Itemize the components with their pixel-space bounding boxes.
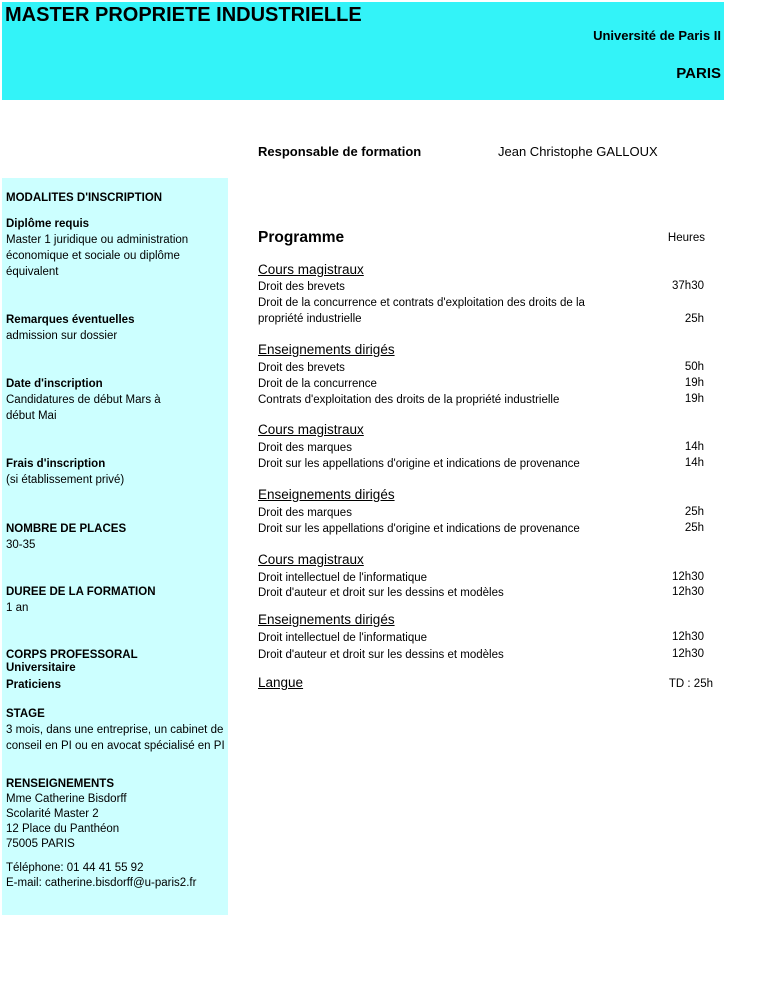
diplome-label: Diplôme requis xyxy=(6,218,90,230)
course-hours: 25h xyxy=(684,522,704,534)
sidebar-panel xyxy=(2,178,228,915)
document-title: MASTER PROPRIETE INDUSTRIELLE xyxy=(5,4,362,26)
date-value-1: Candidatures de début Mars à xyxy=(6,394,161,406)
course-name: Droit sur les appellations d'origine et indications de provenance xyxy=(258,458,580,470)
frais-value: (si établissement privé) xyxy=(6,474,125,486)
contact-line-4: 75005 PARIS xyxy=(6,838,75,850)
course-name: Droit des marques xyxy=(258,507,352,519)
course-name: Droit de la concurrence xyxy=(258,378,377,390)
modalites-heading: MODALITES D'INSCRIPTION xyxy=(6,192,163,204)
course-hours: 14h xyxy=(684,441,704,453)
places-label: NOMBRE DE PLACES xyxy=(6,523,127,535)
stage-value: 3 mois, dans une entreprise, un cabinet de conseil en PI ou en avocat spécialisé en PI xyxy=(6,724,225,752)
diplome-value-3: équivalent xyxy=(6,266,59,278)
header-banner xyxy=(2,2,724,100)
course-hours: 12h30 xyxy=(672,648,704,660)
remarques-value: admission sur dossier xyxy=(6,330,118,342)
city-name: PARIS xyxy=(676,65,721,82)
course-name: Droit intellectuel de l'informatique xyxy=(258,632,428,644)
course-hours: 19h xyxy=(684,377,704,389)
section-heading: Cours magistraux xyxy=(258,422,364,437)
frais-label: Frais d'inscription xyxy=(6,458,106,470)
programme-title: Programme xyxy=(258,229,345,246)
hours-column-header: Heures xyxy=(667,232,705,244)
course-hours: 12h30 xyxy=(672,571,704,583)
course-hours: 25h xyxy=(684,506,704,518)
section-heading: Enseignements dirigés xyxy=(258,342,395,357)
places-value: 30-35 xyxy=(6,539,36,551)
course-name: Droit des brevets xyxy=(258,281,345,293)
corps-value-2: Praticiens xyxy=(6,679,61,691)
section-heading: Enseignements dirigés xyxy=(258,487,395,502)
course-name: Droit des brevets xyxy=(258,362,345,374)
renseignements-label: RENSEIGNEMENTS xyxy=(6,778,114,790)
course-name-continued: propriété industrielle xyxy=(258,313,362,325)
contact-phone: Téléphone: 01 44 41 55 92 xyxy=(6,862,144,874)
course-name: Contrats d'exploitation des droits de la propriété industrielle xyxy=(258,394,560,406)
stage-label: STAGE xyxy=(6,708,45,720)
course-hours: 50h xyxy=(684,361,704,373)
course-hours: 37h30 xyxy=(672,280,704,292)
diplome-value-1: Master 1 juridique ou administration xyxy=(6,234,189,246)
duree-value: 1 an xyxy=(6,602,29,614)
course-name: Droit d'auteur et droit sur les dessins et modèles xyxy=(258,587,504,599)
contact-line-1: Mme Catherine Bisdorff xyxy=(6,793,127,805)
section-heading: Enseignements dirigés xyxy=(258,612,395,627)
course-hours: 12h30 xyxy=(672,586,704,598)
contact-line-2: Scolarité Master 2 xyxy=(6,808,99,820)
course-name: Droit des marques xyxy=(258,442,352,454)
date-value-2: début Mai xyxy=(6,410,57,422)
corps-label: CORPS PROFESSORAL xyxy=(6,649,138,661)
course-name: Droit sur les appellations d'origine et indications de provenance xyxy=(258,523,580,535)
contact-line-3: 12 Place du Panthéon xyxy=(6,823,120,835)
course-hours: 19h xyxy=(684,393,704,405)
university-name: Université de Paris II xyxy=(593,28,721,43)
course-hours: 12h30 xyxy=(672,631,704,643)
course-hours: 25h xyxy=(684,313,704,325)
responsable-label: Responsable de formation xyxy=(258,144,422,159)
course-name: Droit d'auteur et droit sur les dessins et modèles xyxy=(258,649,504,661)
course-hours: 14h xyxy=(684,457,704,469)
corps-value-1: Universitaire xyxy=(6,662,76,674)
langue-heading: Langue xyxy=(258,675,304,690)
contact-email: E-mail: catherine.bisdorff@u-paris2.fr xyxy=(6,877,197,889)
langue-hours: TD : 25h xyxy=(668,678,713,690)
course-name: Droit intellectuel de l'informatique xyxy=(258,572,428,584)
date-label: Date d'inscription xyxy=(6,378,103,390)
section-heading: Cours magistraux xyxy=(258,262,364,277)
section-heading: Cours magistraux xyxy=(258,552,364,567)
responsable-name: Jean Christophe GALLOUX xyxy=(498,144,658,159)
diplome-value-2: économique et sociale ou diplôme xyxy=(6,250,180,262)
duree-label: DUREE DE LA FORMATION xyxy=(6,586,156,598)
course-name: Droit de la concurrence et contrats d'exploitation des droits de la xyxy=(258,297,585,309)
remarques-label: Remarques éventuelles xyxy=(6,314,135,326)
